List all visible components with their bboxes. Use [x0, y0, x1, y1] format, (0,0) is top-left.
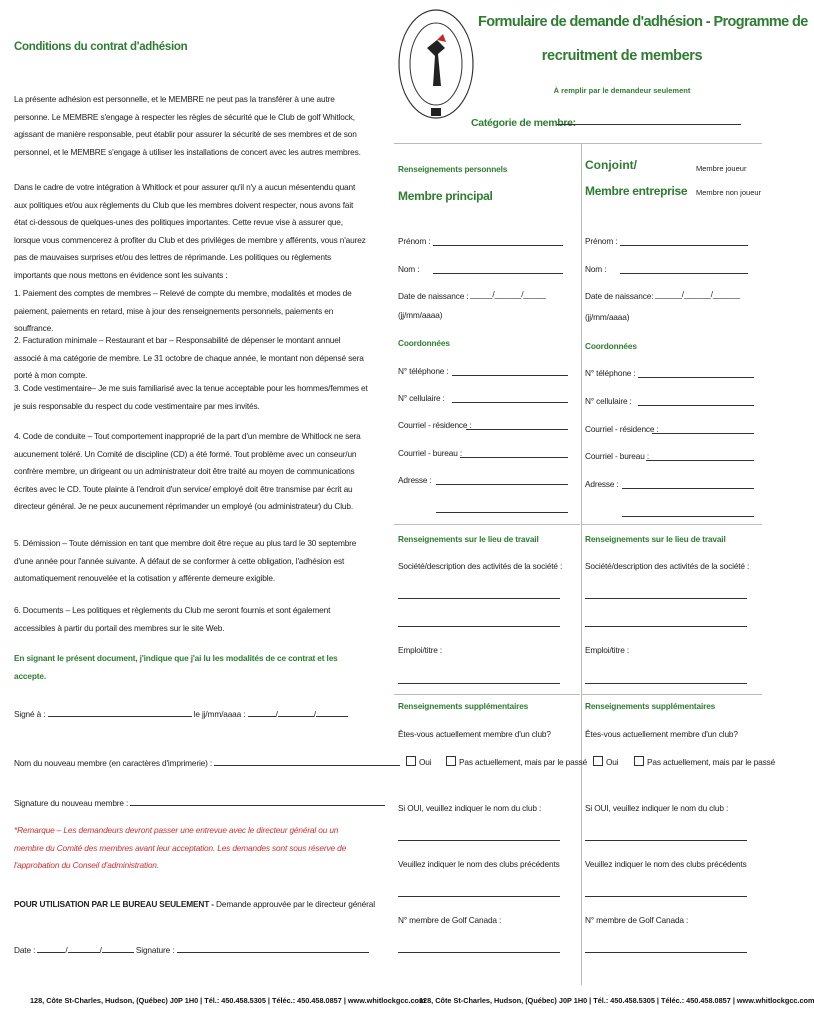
category-label: Catégorie de membre: — [471, 117, 576, 129]
p-email-home-field[interactable] — [466, 429, 568, 430]
header-divider — [394, 143, 762, 144]
s-prev-clubs-label: Veuillez indiquer le nom des clubs précédents — [585, 859, 747, 869]
s-golf-canada-label: N° membre de Golf Canada : — [585, 915, 689, 925]
p-job-label: Emploi/titre : — [398, 645, 443, 655]
office-use-row — [14, 896, 375, 914]
s-golf-canada-field[interactable] — [585, 952, 747, 953]
extra-divider-left — [394, 694, 580, 695]
personal-info-label: Renseignements personnels — [398, 164, 508, 174]
club-logo — [397, 8, 475, 126]
signed-at-field[interactable] — [48, 706, 192, 717]
office-use-text: Demande approuvée par le directeur général — [213, 899, 375, 909]
s-email-home-field[interactable] — [652, 433, 754, 434]
office-date-signature-row: Date : / / Signature : — [14, 942, 368, 960]
integration-paragraph — [14, 179, 368, 284]
column-divider — [581, 143, 582, 985]
s-phone-field[interactable] — [638, 377, 754, 378]
extra-divider-right — [582, 694, 762, 695]
p-address-field-1[interactable] — [436, 484, 568, 485]
s-phone-label: N° téléphone : — [585, 368, 636, 378]
s-no-checkbox[interactable] — [634, 756, 644, 766]
s-email-home-label: Courriel - résidence : — [585, 424, 659, 434]
office-date-year-field[interactable] — [102, 942, 134, 953]
p-club-name-field[interactable] — [398, 840, 560, 841]
category-field[interactable] — [557, 124, 741, 125]
s-contact-label: Coordonnées — [585, 341, 637, 351]
s-yes-checkbox[interactable] — [593, 756, 603, 766]
footer-left: 128, Côte St-Charles, Hudson, (Québec) J0P 1H0 | Tél.: 450.458.5305 | Téléc.: 450.458.0857 | www.whitlockgcc.com — [30, 996, 426, 1005]
p-no-option[interactable] — [446, 756, 587, 767]
p-golf-canada-field[interactable] — [398, 952, 560, 953]
s-job-label: Emploi/titre : — [585, 645, 630, 655]
p-no-label: Pas actuellement, mais par le passé — [459, 757, 588, 767]
s-club-question: Êtes-vous actuellement membre d'un club? — [585, 729, 738, 739]
s-company-field-2[interactable] — [585, 626, 747, 627]
new-member-name-field[interactable] — [214, 755, 400, 766]
s-job-field[interactable] — [585, 683, 747, 684]
s-address-field-2[interactable] — [622, 516, 754, 517]
s-yes-label: Oui — [606, 757, 619, 767]
s-club-name-field[interactable] — [585, 840, 747, 841]
remark-note: *Remarque – Les demandeurs devront passer une entrevue avec le directeur général ou un membre du Comité des membres avant leur acceptation. Les demandes sont sous réserve de l'approbation du Conseil d'administration. — [14, 825, 347, 870]
p-golf-canada-label: N° membre de Golf Canada : — [398, 915, 502, 925]
s-no-option[interactable] — [634, 756, 775, 767]
s-yes-option[interactable] — [593, 756, 618, 767]
p-no-checkbox[interactable] — [446, 756, 456, 766]
spouse-label-line1: Conjoint/ — [585, 158, 637, 172]
p-prev-clubs-label: Veuillez indiquer le nom des clubs précédents — [398, 859, 560, 869]
p-club-question: Êtes-vous actuellement membre d'un club? — [398, 729, 551, 739]
s-club-name-label: Si OUI, veuillez indiquer le nom du club : — [585, 803, 729, 813]
p-firstname-field[interactable] — [433, 245, 563, 246]
date-label: le jj/mm/aaaa : — [191, 709, 248, 719]
office-date-month-field[interactable] — [68, 942, 100, 953]
footer-right: 128, Côte St-Charles, Hudson, (Québec) J0P 1H0 | Tél.: 450.458.5305 | Téléc.: 450.458.0857 | www.whitlockgcc.com — [419, 996, 814, 1005]
signed-at-label: Signé à : — [14, 709, 48, 719]
p-cell-field[interactable] — [452, 402, 568, 403]
conditions-title: Conditions du contrat d'adhésion — [14, 41, 188, 53]
office-signature-field[interactable] — [177, 942, 369, 953]
new-member-name-label: Nom du nouveau membre (en caractères d'imprimerie) : — [14, 758, 215, 768]
date-year-field[interactable] — [316, 706, 348, 717]
work-divider-right — [582, 524, 762, 525]
s-email-work-field[interactable] — [646, 460, 754, 461]
p-work-label: Renseignements sur le lieu de travail — [398, 534, 539, 544]
p-club-name-label: Si OUI, veuillez indiquer le nom du club : — [398, 803, 542, 813]
intro-paragraph — [14, 91, 368, 161]
p-email-work-label: Courriel - bureau : — [398, 448, 463, 458]
policy-item-5: 5. Démission – Toute démission en tant que membre doit être reçue au plus tard le 30 septembre d'une année pour l'année suivante. À défaut de se conformer à cette obligation, l'adhésion est automatiquement renouvelée et la cotisation y afférente demeure exigible. — [14, 538, 357, 583]
p-email-work-field[interactable] — [460, 457, 568, 458]
s-no-label: Pas actuellement, mais par le passé — [647, 757, 776, 767]
s-extra-label: Renseignements supplémentaires — [585, 701, 716, 711]
policy-item-1: 1. Paiement des comptes de membres – Relevé de compte du membre, modalités et modes de paiement, paiements en retard, mise à jour des renseignements personnels, paiements en souffrance. — [14, 288, 352, 333]
s-firstname-label: Prénom : — [585, 236, 618, 246]
p-yes-option[interactable] — [406, 756, 431, 767]
s-lastname-field[interactable] — [620, 273, 748, 274]
p-address-label: Adresse : — [398, 475, 432, 485]
s-firstname-field[interactable] — [620, 245, 748, 246]
p-phone-label: N° téléphone : — [398, 366, 449, 376]
new-member-name-row — [14, 755, 368, 773]
s-address-label: Adresse : — [585, 479, 619, 489]
office-signature-label: Signature : — [133, 945, 177, 955]
policy-item-2: 2. Facturation minimale – Restaurant et bar – Responsabilité de dépenser le montant annuel associé à ma catégorie de membre. Le 31 octobre de chaque année, le montant non dépensé sera porté à mon compte. — [14, 335, 364, 380]
policy-item-4: 4. Code de conduite – Tout comportement inapproprié de la part d'un membre de Whitlock ne sera aucunement toléré. Un Comité de discipline (CD) a été formé. Tout problème avec un conseur/un confrère membre, un dirigeant ou un administrateur doit être traité au moyen de communications écrites avec le CD. Toute plainte à l'endroit d'un service/ employé doit être transmise par écrit au directeur général. Je ne peux aucunement réprimander un employé (ou administrateur) du Club. — [14, 431, 361, 511]
new-member-signature-field[interactable] — [130, 795, 385, 806]
p-lastname-label: Nom : — [398, 264, 420, 274]
p-yes-label: Oui — [419, 757, 432, 767]
s-company-field-1[interactable] — [585, 598, 747, 599]
policy-item-3: 3. Code vestimentaire– Je me suis familiarisé avec la tenue acceptable pour les hommes/femmes et je suis responsable du respect du code vestimentaire par mes invités. — [14, 383, 368, 411]
new-member-signature-label: Signature du nouveau membre : — [14, 798, 131, 808]
s-cell-field[interactable] — [638, 405, 754, 406]
player-member-option[interactable]: Membre joueur — [696, 164, 747, 173]
spouse-label-line2: Membre entreprise — [585, 184, 688, 198]
p-address-field-2[interactable] — [436, 512, 568, 513]
p-lastname-field[interactable] — [433, 273, 563, 274]
s-company-label: Société/description des activités de la société : — [585, 561, 750, 571]
p-company-field-1[interactable] — [398, 598, 560, 599]
form-title-line2: recruitment de members — [541, 48, 703, 64]
policy-item-6: 6. Documents – Les politiques et règlements du Club me seront fournis et sont également accessibles à partir du portail des membres sur le site Web. — [14, 605, 331, 633]
form-title-line1: Formulaire de demande d'adhésion - Programme de — [478, 14, 808, 30]
date-day-field[interactable] — [248, 706, 276, 717]
p-phone-field[interactable] — [452, 375, 568, 376]
s-dob-label: Date de naissance: — [585, 291, 654, 301]
p-dob-label: Date de naissance : — [398, 291, 469, 301]
nonplayer-member-option[interactable]: Membre non joueur — [696, 188, 762, 197]
intro-text: La présente adhésion est personnelle, et le MEMBRE ne peut pas la transférer à une autre personne. Le MEMBRE s'engage à respecter les règles de sécurité que le Club de golf Whitlock, agissant de manière responsable, peut établir pour assurer la sécurité de ses membres et de son personnel, et le MEMBRE s'engage à utiliser les installations de concert avec les autres membres. — [14, 94, 361, 157]
date-month-field[interactable] — [278, 706, 314, 717]
s-dob-field[interactable]: ______/______/______ — [655, 289, 740, 299]
p-prev-clubs-field[interactable] — [398, 896, 560, 897]
s-lastname-label: Nom : — [585, 264, 607, 274]
p-firstname-label: Prénom : — [398, 236, 431, 246]
new-member-signature-row — [14, 795, 368, 813]
principal-member-label: Membre principal — [398, 189, 493, 203]
integration-text: Dans le cadre de votre intégration à Whitlock et pour assurer qu'il n'y a aucun mésentendu quant aux politiques et/ou aux règlements du Club que les membres doivent respecter, nous avons fait état ci-dessous de quelques-unes des politiques importantes. Cette revue vise à assurer que, lorsque vous commencerez à profiter du Club et des privilèges de membre y afférents, vous n'aurez pas de mauvaises surprises et/ou des lettres de réprimande. Les politiques ou règlements importants que nous mettons en évidence sont les suivants : — [14, 182, 366, 280]
p-dob-format: (jj/mm/aaaa) — [398, 310, 443, 320]
p-extra-label: Renseignements supplémentaires — [398, 701, 529, 711]
s-address-field-1[interactable] — [622, 488, 754, 489]
p-company-label: Société/description des activités de la société : — [398, 561, 563, 571]
applicant-only-note: À remplir par le demandeur seulement — [553, 86, 691, 95]
p-dob-field[interactable]: _____/______/_____ — [470, 289, 546, 299]
p-company-field-2[interactable] — [398, 626, 560, 627]
s-cell-label: N° cellulaire : — [585, 396, 632, 406]
p-yes-checkbox[interactable] — [406, 756, 416, 766]
p-cell-label: N° cellulaire : — [398, 393, 445, 403]
p-email-home-label: Courriel - résidence : — [398, 420, 472, 430]
s-email-work-label: Courriel - bureau : — [585, 451, 650, 461]
s-dob-format: (jj/mm/aaaa) — [585, 312, 630, 322]
office-date-day-field[interactable] — [37, 942, 65, 953]
work-divider-left — [394, 524, 580, 525]
s-prev-clubs-field[interactable] — [585, 896, 747, 897]
signed-at-row: Signé à : le jj/mm/aaaa : / / — [14, 706, 368, 724]
agreement-statement: En signant le présent document, j'indique que j'ai lu les modalités de ce contrat et les accepte. — [14, 653, 338, 681]
office-use-label: POUR UTILISATION PAR LE BUREAU SEULEMENT - — [14, 899, 214, 909]
p-contact-label: Coordonnées — [398, 338, 450, 348]
p-job-field[interactable] — [398, 683, 560, 684]
s-work-label: Renseignements sur le lieu de travail — [585, 534, 726, 544]
office-date-label: Date : — [14, 945, 38, 955]
